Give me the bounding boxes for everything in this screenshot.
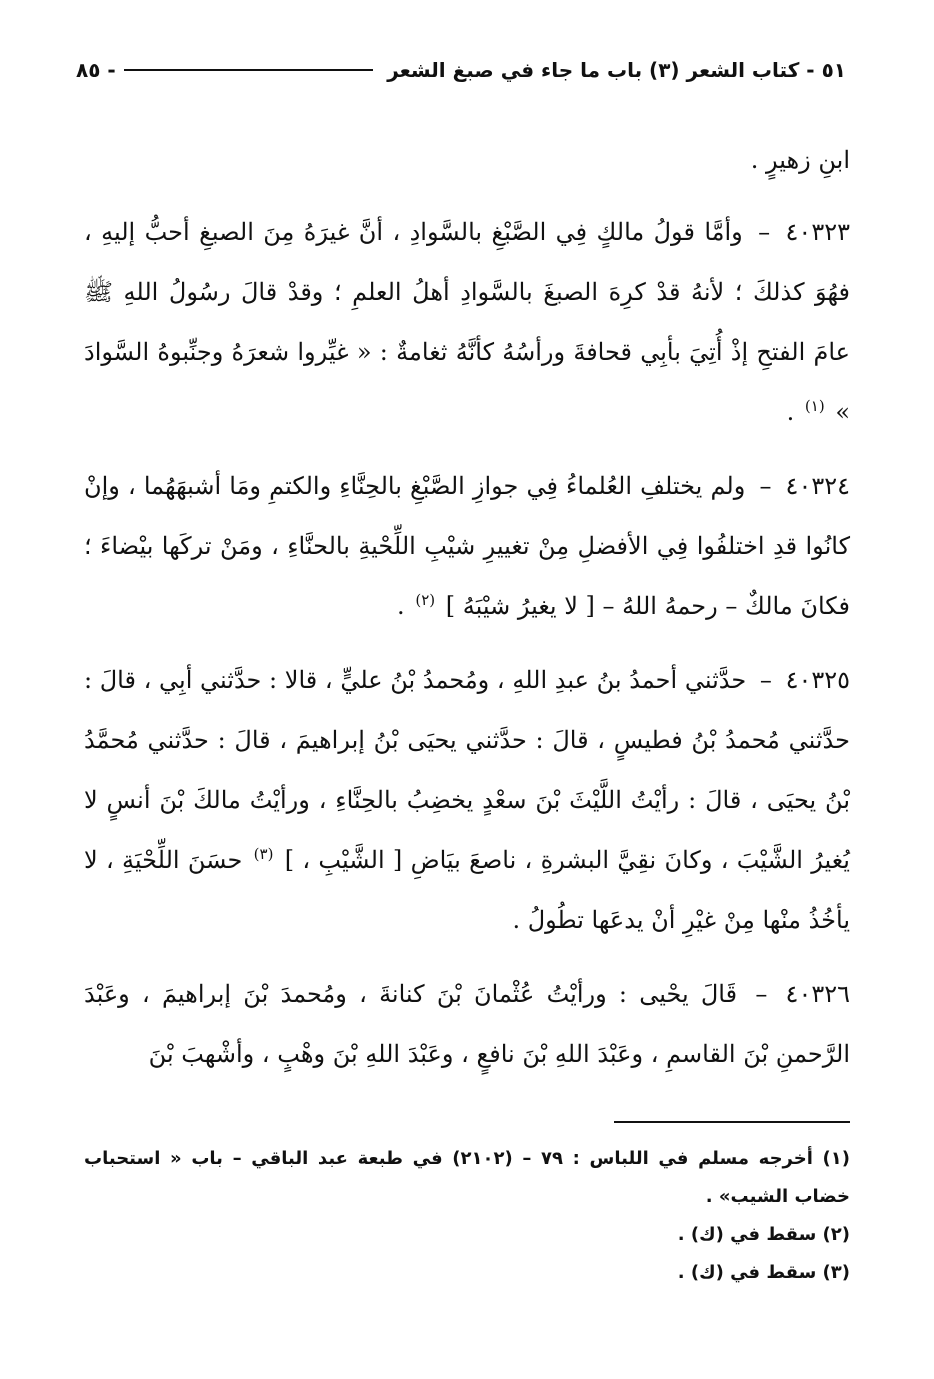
paragraph-40324 [84,456,850,636]
paragraph-text: قَالَ يحْيى : ورأيْتُ عُثْمانَ بْنَ كنانةَ ، ومُحمدَ بْنَ إبراهيمَ ، وعَبْدَ الرَّحمنِ بْنَ القاسمِ ، وعَبْدَ اللهِ بْنَ نافعٍ ، وعَبْدَ اللهِ بْنَ وهْبٍ ، وأشْهبَ بْنَ [84,980,850,1068]
footnote-ref-3: (٣) [253,845,274,863]
footnotes [84,1140,850,1292]
paragraph-number: ٤٠٣٢٦ [785,980,850,1008]
footnote-separator [614,1121,850,1123]
main-text [84,130,850,1098]
paragraph-number: ٤٠٣٢٤ [785,472,850,500]
paragraph-text: حدَّثني أحمدُ بنُ عبدِ اللهِ ، ومُحمدُ بْنُ عليٍّ ، قالا : حدَّثني أبِي ، قالَ : حدَّثني مُحمدُ بْنُ فطيسٍ ، قالَ : حدَّثني يحيَى بْنُ إبراهيمَ ، قالَ : حدَّثني مُحمَّدُ بْنُ يحيَى ، قالَ : رأيْتُ اللَّيْثَ بْنَ سعْدٍ يخضِبُ بالحِنَّاءِ ، ورأيْتُ مالكَ بْنَ أنسٍ لا يُغيرُ الشَّيْبَ ، وكانَ نقِيَّ البشرةِ ، ناصعَ بيَاضِ [ الشَّيْبِ ، ] [84,666,850,874]
paragraph-text-end: . [786,398,795,426]
header-rule [124,69,374,71]
paragraph-dash: – [755,980,768,1008]
paragraph-number: ٤٠٣٢٣ [785,218,850,246]
paragraph-text: ولم يختلفِ العُلماءُ فِي جوازِ الصَّبْغِ بالحِنَّاءِ والكتمِ ومَا أشبهَهُما ، وإنْ كانُوا قدِ اختلفُوا فِي الأفضلِ مِنْ تغييرِ شيْبِ اللِّحْيةِ بالحنَّاءِ ، ومَنْ تركَها بيْضاءَ ؛ فكانَ مالكٌ – رحمهُ اللهُ – [ لا يغيرُ شيْبَهُ ] [84,472,850,620]
footnote-2: (٢) سقط في (ك) . [677,1224,850,1245]
footnote-ref-2: (٢) [415,591,436,609]
running-header [76,58,846,82]
footnote-ref-1: (١) [804,397,825,415]
paragraph-40323 [84,202,850,442]
continuation-line: ابنِ زهيرٍ . [750,146,850,174]
paragraph-40325 [84,650,850,950]
paragraph-40326 [84,964,850,1084]
footnote-3: (٣) سقط في (ك) . [677,1262,850,1283]
page-number: - ٨٥ [76,58,116,82]
paragraph-text-end: . [397,592,405,620]
paragraph-dash: – [759,472,772,500]
chapter-title: ٥١ - كتاب الشعر (٣) باب ما جاء في صبغ الشعر [387,58,846,82]
footnote-1: (١) أخرجه مسلم في اللباس : ٧٩ – (٢١٠٢) في طبعة عبد الباقي – باب « استحباب خضاب الشيب» . [84,1148,850,1207]
paragraph-text: وأمَّا قولُ مالكٍ فِي الصَّبْغِ بالسَّوادِ ، أنَّ غيرَهُ مِنَ الصبغِ أحبُّ إليهِ ، فهُوَ كذلكَ ؛ لأنهُ قدْ كرِهَ الصبغَ بالسَّوادِ أهلُ العلمِ ؛ وقدْ قالَ رسُولُ اللهِ ﷺ عامَ الفتحِ إذْ أُتِيَ بأبِي قحافةَ ورأسُهُ كأنَّهُ ثغامةٌ : « غيِّروا شعرَهُ وجنِّبوهُ السَّوادَ » [84,218,850,426]
paragraph-dash: – [758,218,771,246]
paragraph-text-end: حسَنَ اللِّحْيَةِ ، لا يأخُذُ منْها مِنْ غيْرِ أنْ يدعَها تطُولُ . [84,846,850,934]
paragraph-number: ٤٠٣٢٥ [785,666,851,694]
paragraph-dash: – [759,666,772,694]
